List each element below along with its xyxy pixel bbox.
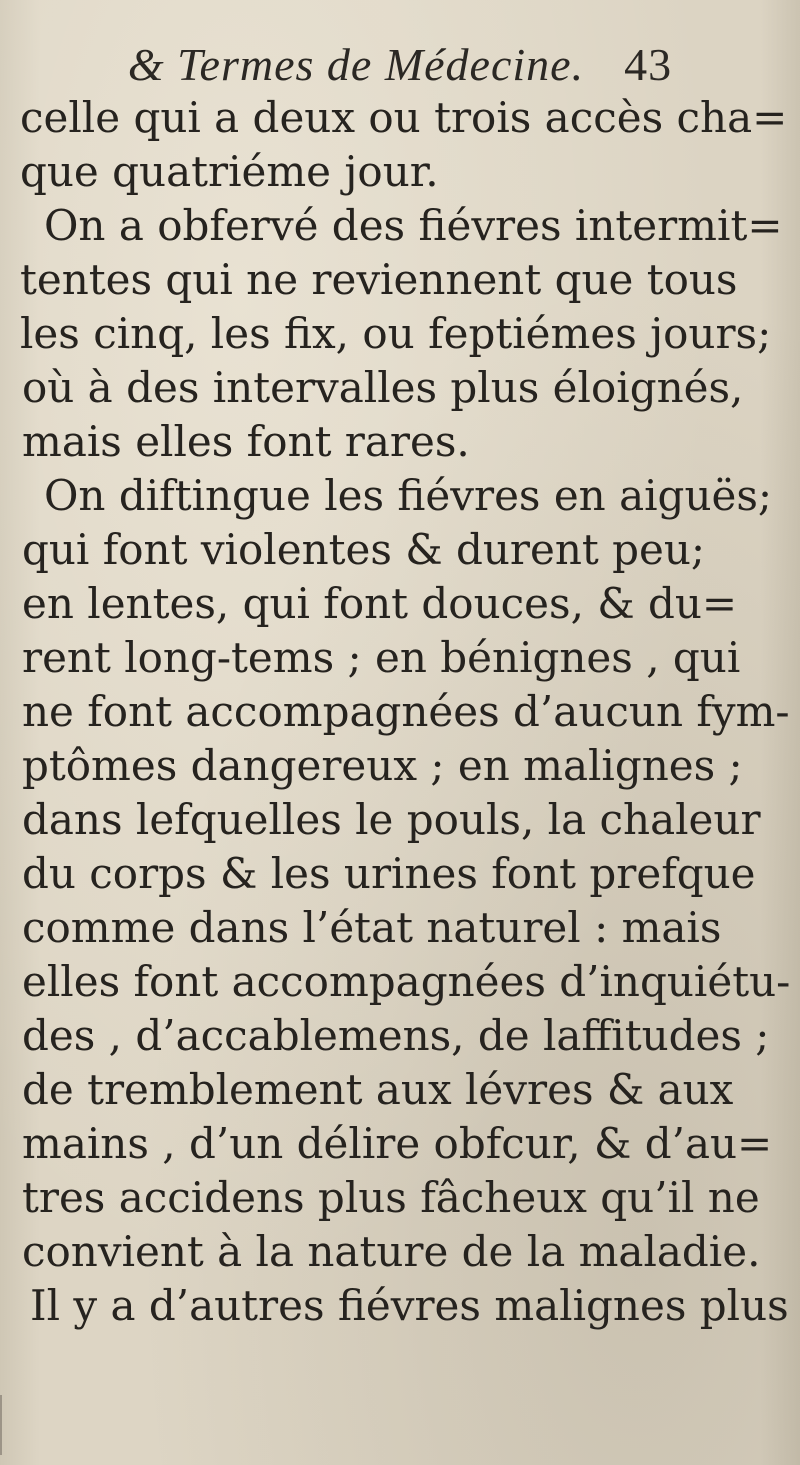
text-line: de tremblement aux lévres & aux (22, 1065, 734, 1114)
running-head (0, 38, 800, 91)
text-line: les cinq, les fix, ou feptiémes jours; (20, 309, 772, 358)
text-line: des , d’accablemens, de laffitudes ; (22, 1011, 770, 1060)
text-line: mains , d’un délire obfcur, & d’au= (22, 1119, 773, 1168)
text-line: Il y a d’autres fiévres malignes plus (30, 1281, 789, 1330)
text-line: en lentes, qui font douces, & du= (22, 579, 738, 628)
text-line: mais elles font rares. (22, 417, 470, 466)
text-line: On diftingue les fiévres en aiguës; (44, 471, 773, 520)
text-line: On a obfervé des fiévres intermit= (44, 201, 783, 250)
text-line: tentes qui ne reviennent que tous (20, 255, 738, 304)
text-line: du corps & les urines font prefque (22, 849, 756, 898)
text-line: elles font accompagnées d’inquiétu- (22, 957, 791, 1006)
text-line: ne font accompagnées d’aucun fym- (22, 687, 790, 736)
text-line: ptômes dangereux ; en malignes ; (22, 741, 743, 790)
text-line: convient à la nature de la maladie. (22, 1227, 761, 1276)
text-line: où à des intervalles plus éloignés, (22, 363, 744, 412)
text-line: comme dans l’état naturel : mais (22, 903, 722, 952)
text-line: que quatriéme jour. (20, 147, 439, 196)
text-line: dans lefquelles le pouls, la chaleur (22, 795, 761, 844)
text-line: qui font violentes & durent peu; (22, 525, 706, 574)
page-number: 43 (624, 39, 673, 90)
text-line: tres accidens plus fâcheux qu’il ne (22, 1173, 760, 1222)
text-line: celle qui a deux ou trois accès cha= (20, 93, 788, 142)
running-head-title: & Termes de Médecine. (127, 39, 585, 90)
text-line: rent long-tems ; en bénignes , qui (22, 633, 741, 682)
page-edge-mark (0, 1395, 16, 1455)
